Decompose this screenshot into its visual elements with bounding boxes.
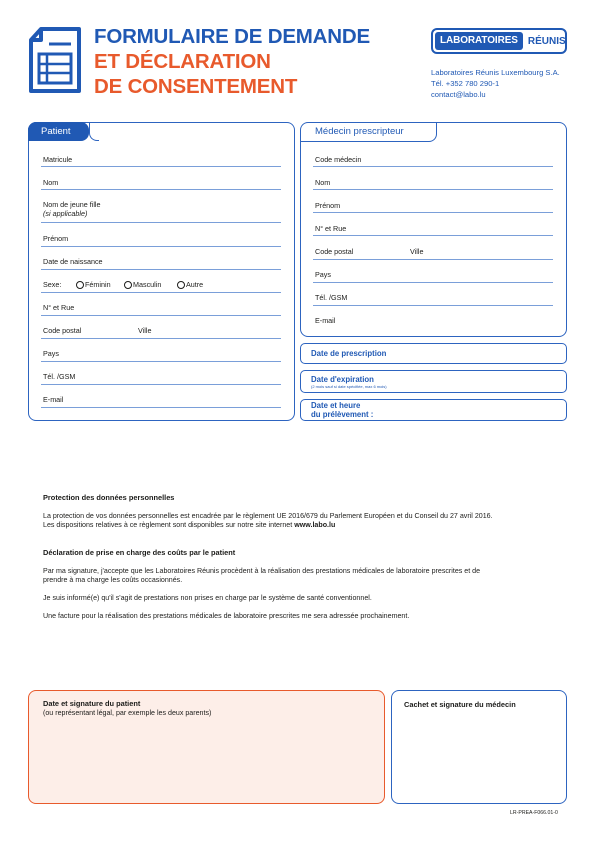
date-prelevement-label [311,401,373,419]
doctor-prenom-label: Prénom [315,201,341,210]
patient-ville-label: Ville [138,326,152,335]
date-expiration-label [311,375,387,389]
patient-tel-label: Tél. /GSM [43,372,76,381]
patient-email-label: E-mail [43,395,64,404]
logo-part-2: RÉUNIS [527,35,566,47]
date-prescription-label: Date de prescription [311,349,387,358]
masculin-label: Masculin [133,280,162,289]
doctor-code-postal-ville-field[interactable] [313,259,553,260]
title-line-1: FORMULAIRE DE DEMANDE [94,25,370,48]
patient-prenom-label: Prénom [43,234,69,243]
logo-part-1: LABORATOIRES [435,32,523,50]
nom-jeune-fille-label [43,200,101,218]
company-info [431,67,560,100]
sexe-autre-option[interactable] [177,280,203,289]
title-line-3: DE CONSENTEMENT [94,75,298,98]
privacy-line-2: Les dispositions relatives à ce règlement sont disponibles sur notre site internet [43,521,293,529]
date-prelevement-line1: Date et heure [311,401,361,410]
costs-p2: Je suis informé(e) qu'il s'agit de prestations non prises en charge par le système de santé conventionnel. [43,594,372,602]
doctor-tab: Médecin prescripteur [300,122,437,142]
company-phone: Tél. +352 780 290-1 [431,79,500,88]
form-title [94,24,370,99]
doctor-rue-field[interactable] [313,235,553,236]
doctor-code-postal-label: Code postal [315,247,354,256]
autre-label: Autre [186,280,204,289]
patient-prenom-field[interactable] [41,246,281,247]
patient-signature-subtitle: (ou représentant légal, par exemple les deux parents) [43,709,212,717]
doctor-rue-label: N° et Rue [315,224,347,233]
company-name: Laboratoires Réunis Luxembourg S.A. [431,68,560,77]
costs-heading: Déclaration de prise en charge des coûts par le patient [43,548,236,557]
feminin-label: Féminin [85,280,111,289]
patient-tel-field[interactable] [41,384,281,385]
radio-autre[interactable] [177,281,185,289]
privacy-line-2-wrap [43,521,335,530]
doctor-prenom-field[interactable] [313,212,553,213]
privacy-line-1: La protection de vos données personnelles est encadrée par le règlement UE 2016/679 du Parlement Européen et du Conseil du 27 avril 2016. [43,512,493,520]
patient-rue-label: N° et Rue [43,303,75,312]
patient-nom-field[interactable] [41,189,281,190]
doctor-pays-label: Pays [315,270,331,279]
doctor-pays-field[interactable] [313,282,553,283]
date-expiration-text: Date d'expiration [311,375,374,384]
matricule-label: Matricule [43,155,73,164]
doctor-tel-label: Tél. /GSM [315,293,348,302]
date-prelevement-line2: du prélèvement : [311,410,374,419]
patient-code-postal-label: Code postal [43,326,82,335]
doctor-tel-field[interactable] [313,305,553,306]
patient-email-field[interactable] [41,407,281,408]
doctor-nom-label: Nom [315,178,331,187]
form-reference: LR-PREA-F066.01-0 [510,810,558,816]
patient-tab: Patient [28,122,89,141]
patient-pays-label: Pays [43,349,59,358]
sexe-row [43,280,61,289]
sexe-divider [41,292,281,293]
privacy-site-link[interactable]: www.labo.lu [294,521,336,529]
costs-p1-line-2: prendre à ma charge les coûts occasionnés. [43,576,183,584]
radio-masculin[interactable] [124,281,132,289]
patient-signature-title: Date et signature du patient [43,699,141,708]
form-document-icon [27,26,83,94]
patient-tab-notch [89,122,99,141]
costs-p1-line-1: Par ma signature, j'accepte que les Laboratoires Réunis procèdent à la réalisation des prestations médicales de laboratoire prescrites et de [43,567,481,575]
matricule-field[interactable] [41,166,281,167]
patient-pays-field[interactable] [41,361,281,362]
patient-code-postal-ville-field[interactable] [41,338,281,339]
title-line-2: ET DÉCLARATION [94,50,271,73]
company-email: contact@labo.lu [431,90,486,99]
date-naissance-label: Date de naissance [43,257,103,266]
sexe-label: Sexe: [43,280,62,289]
sexe-masculin-option[interactable] [124,280,161,289]
doctor-nom-field[interactable] [313,189,553,190]
doctor-ville-label: Ville [410,247,424,256]
code-medecin-label: Code médecin [315,155,362,164]
costs-p3: Une facture pour la réalisation des prestations médicales de laboratoire prescrites me sera adressée prochainement. [43,612,410,620]
patient-rue-field[interactable] [41,315,281,316]
doctor-email-label: E-mail [315,316,336,325]
sexe-feminin-option[interactable] [76,280,111,289]
radio-feminin[interactable] [76,281,84,289]
date-expiration-note: (2 mois sauf si date spécifiée, max 6 mois) [311,384,387,389]
doctor-signature-title: Cachet et signature du médecin [404,700,516,709]
date-naissance-field[interactable] [41,269,281,270]
laboratory-logo [431,28,567,54]
patient-nom-label: Nom [43,178,59,187]
privacy-heading: Protection des données personnelles [43,493,175,502]
nom-jeune-fille-text: Nom de jeune fille [43,200,101,209]
nom-jeune-fille-field[interactable] [41,222,281,223]
code-medecin-field[interactable] [313,166,553,167]
si-applicable-note: (si applicable) [43,209,88,218]
